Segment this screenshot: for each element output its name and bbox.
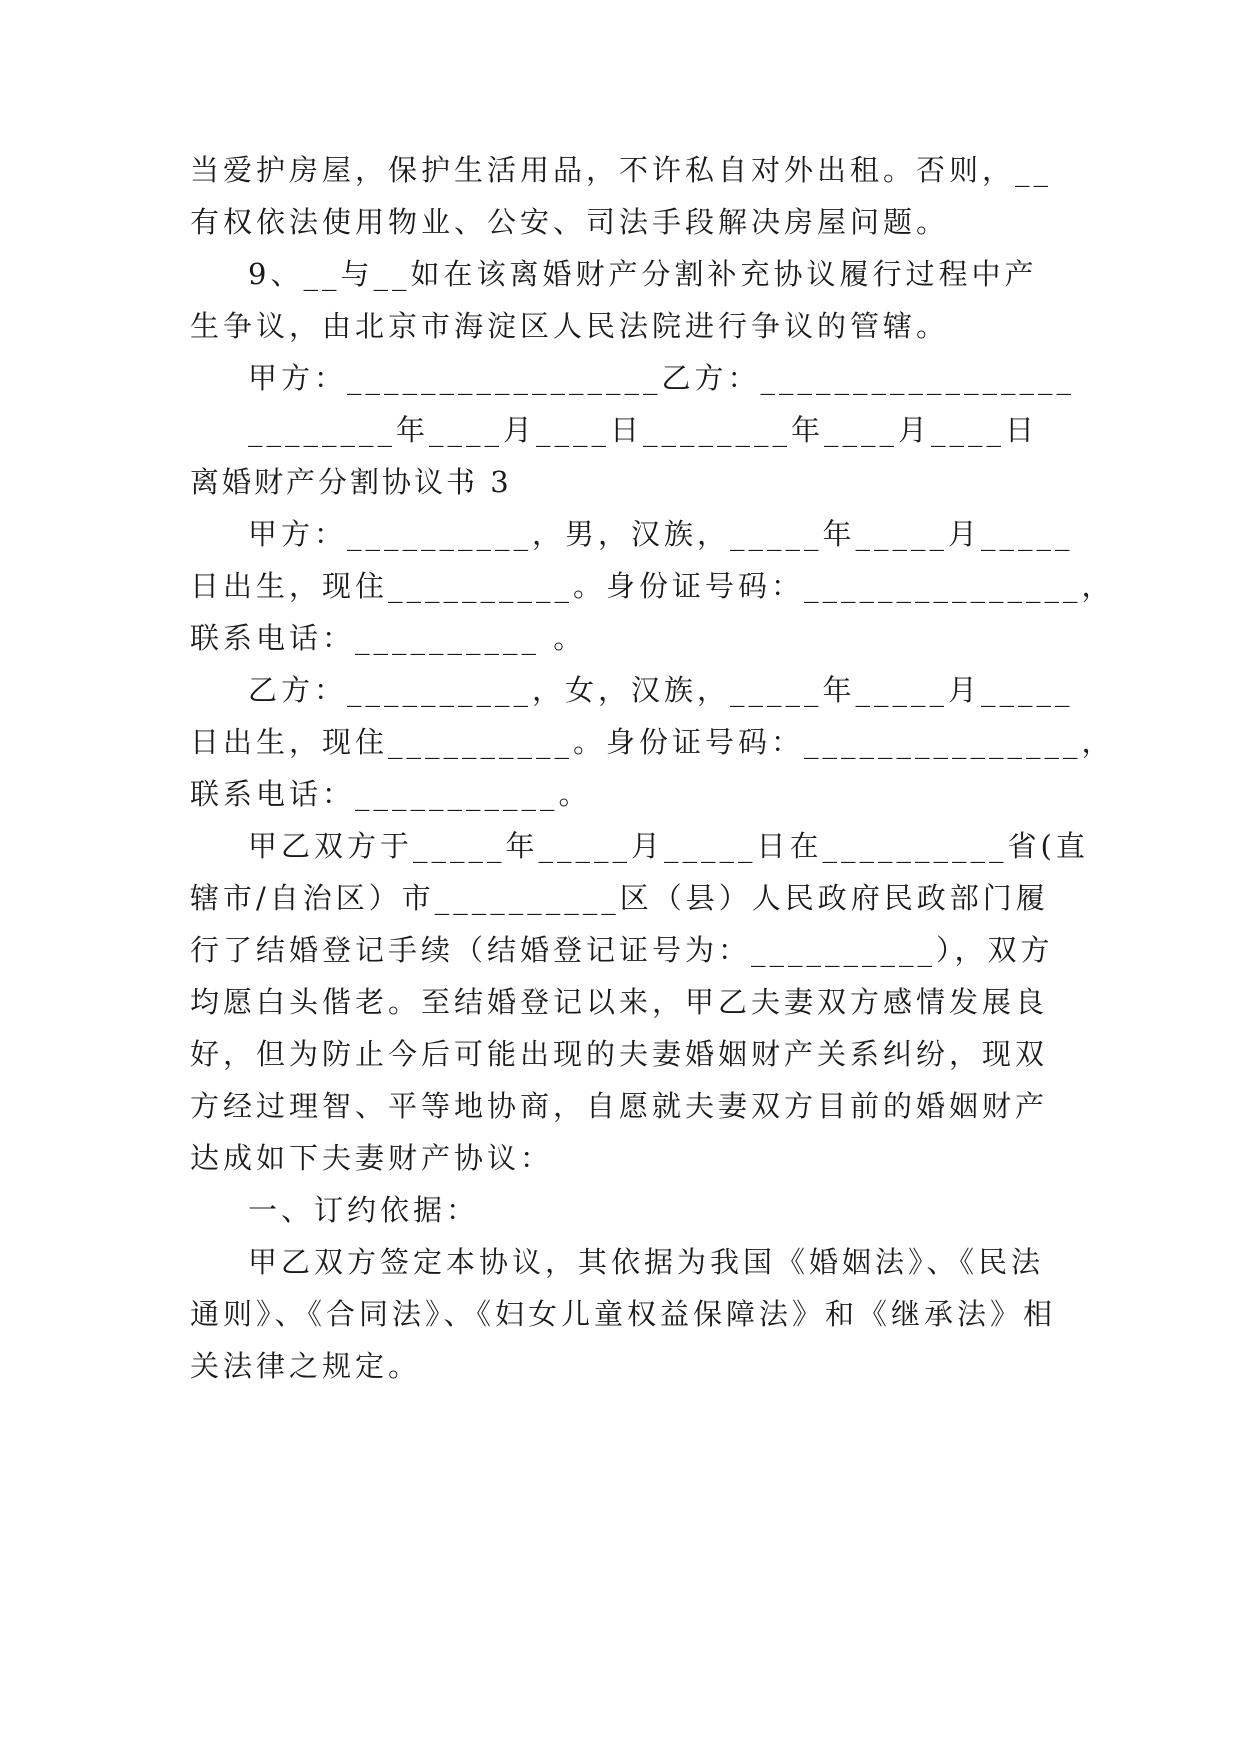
text-line: 达成如下夫妻财产协议： (190, 1141, 554, 1175)
text-line: 方经过理智、平等地协商，自愿就夫妻双方目前的婚姻财产 (190, 1089, 1049, 1123)
text-line: 关法律之规定。 (190, 1349, 422, 1383)
signature-line: 甲方：_________________乙方：_________________ (248, 361, 1076, 395)
section-heading: 一、订约依据： (248, 1193, 480, 1227)
party-a-line: 甲方：__________，男，汉族，_____年_____月_____ (248, 517, 1074, 551)
text-line: 辖市/自治区）市__________区（县）人民政府民政部门履 (190, 881, 1049, 915)
clause-9: 9、__与__如在该离婚财产分割补充协议履行过程中产 (248, 257, 1038, 291)
section-title: 离婚财产分割协议书 3 (190, 465, 512, 499)
text-line: 好，但为防止今后可能出现的夫妻婚姻财产关系纠纷，现双 (190, 1037, 1049, 1071)
text-line: 通则》、《合同法》、《妇女儿童权益保障法》和《继承法》相 (190, 1297, 1057, 1331)
date-line: ________年____月____日________年____月____日 (248, 413, 1039, 447)
basis-paragraph: 甲乙双方签定本协议，其依据为我国《婚姻法》、《民法 (248, 1245, 1045, 1279)
text-line: 行了结婚登记手续（结婚登记证号为：__________），双方 (190, 933, 1054, 967)
text-line: 联系电话：___________。 (190, 777, 592, 811)
text-line: 当爱护房屋，保护生活用品，不许私自对外出租。否则，__ (190, 153, 1053, 187)
text-line: 日出生，现住__________。身份证号码：_______________， (190, 569, 1115, 603)
marriage-paragraph: 甲乙双方于_____年_____月_____日在__________省(直 (248, 829, 1089, 863)
text-line: 均愿白头偕老。至结婚登记以来，甲乙夫妻双方感情发展良 (190, 985, 1049, 1019)
text-line: 有权依法使用物业、公安、司法手段解决房屋问题。 (190, 205, 950, 239)
text-line: 日出生，现住__________。身份证号码：_______________， (190, 725, 1115, 759)
party-b-line: 乙方：__________，女，汉族，_____年_____月_____ (248, 673, 1074, 707)
text-line: 联系电话：__________ 。 (190, 621, 587, 655)
text-line: 生争议，由北京市海淀区人民法院进行争议的管辖。 (190, 309, 950, 343)
